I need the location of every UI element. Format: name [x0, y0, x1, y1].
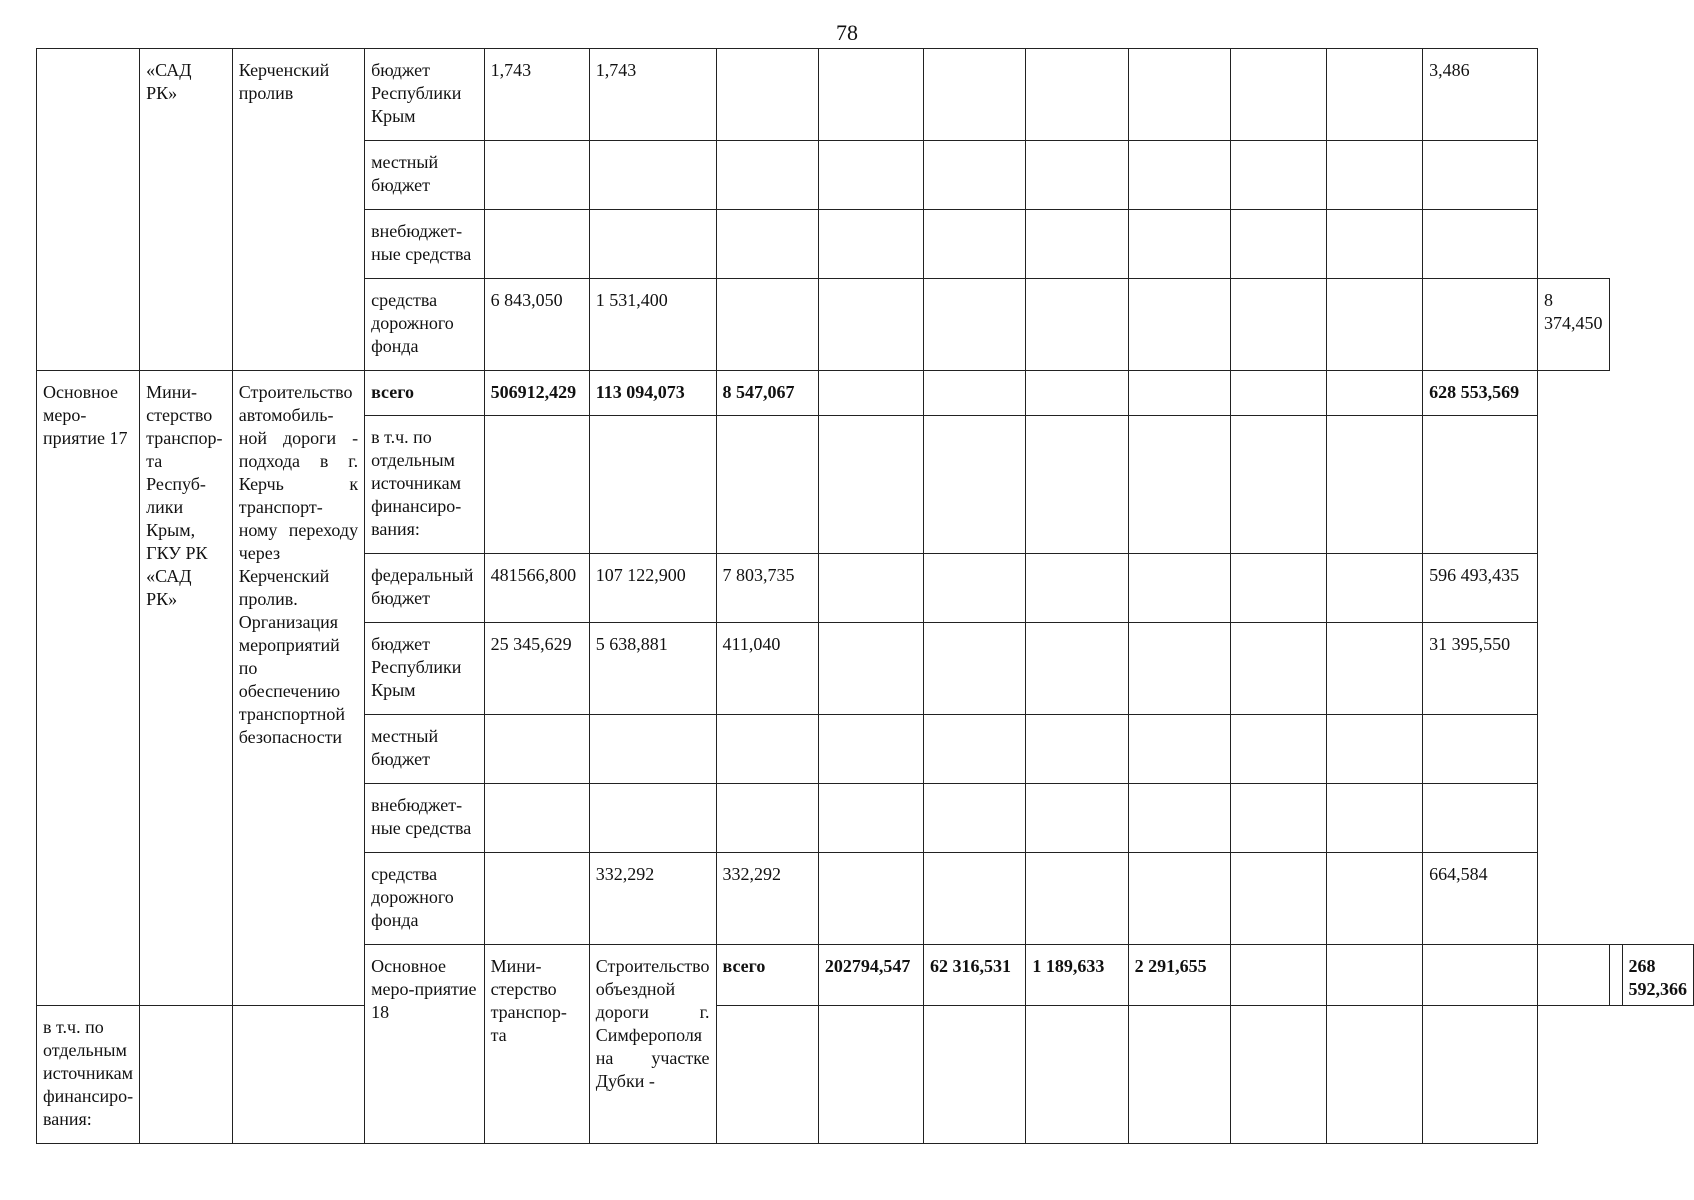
cell-value: 332,292: [716, 853, 818, 945]
cell-value: 506912,429: [484, 371, 589, 416]
cell-source: местный бюджет: [365, 715, 484, 784]
cell-source: средства дорожного фонда: [365, 853, 484, 945]
table-row: [37, 1006, 1694, 1144]
cell-executor: Мини-стерство транспор-та Респуб-лики Крым, ГКУ РК «САД РК»: [140, 371, 233, 1006]
cell-value: 202794,547: [818, 945, 923, 1006]
table-row: [37, 49, 1694, 141]
cell-source: внебюджет-ные средства: [365, 784, 484, 853]
cell-value: 2 291,655: [1128, 945, 1230, 1006]
cell-value: 1,743: [589, 49, 716, 141]
cell-total: 664,584: [1423, 853, 1538, 945]
cell-source: бюджет Республики Крым: [365, 623, 484, 715]
cell-total: 628 553,569: [1423, 371, 1538, 416]
cell-total: 3,486: [1423, 49, 1538, 141]
financing-table: [36, 48, 1694, 1144]
cell-value: 1,743: [484, 49, 589, 141]
cell-value: 5 638,881: [589, 623, 716, 715]
cell-total: 8 374,450: [1538, 279, 1610, 371]
cell-source: всего: [716, 945, 818, 1006]
page-number: 78: [836, 20, 858, 45]
cell-value: 1 531,400: [589, 279, 716, 371]
cell-executor: Мини-стерство транспор-та: [484, 945, 589, 1144]
cell-total: 596 493,435: [1423, 554, 1538, 623]
cell-source: бюджет Республики Крым: [365, 49, 484, 141]
cell-source: всего: [365, 371, 484, 416]
cell-value: 62 316,531: [924, 945, 1026, 1006]
cell-value: 8 547,067: [716, 371, 818, 416]
cell-object: Керченский пролив: [232, 49, 364, 371]
cell-source: местный бюджет: [365, 141, 484, 210]
cell-value: 113 094,073: [589, 371, 716, 416]
table-row: [37, 371, 1694, 416]
cell-source: в т.ч. по отдельным источникам финансиро-вания:: [37, 1006, 140, 1144]
cell-value: 107 122,900: [589, 554, 716, 623]
cell-source: в т.ч. по отдельным источникам финансиро-вания:: [365, 416, 484, 554]
cell-value: 1 189,633: [1026, 945, 1128, 1006]
cell-object: Строительство автомобиль-ной дороги - подхода в г. Керчь к транспорт-ному переходу через Керченский пролив. Организация мероприятий по обеспечению транспортной безопасности: [232, 371, 364, 1006]
cell-source: средства дорожного фонда: [365, 279, 484, 371]
cell-value: 411,040: [716, 623, 818, 715]
cell-executor: «САД РК»: [140, 49, 233, 371]
cell-object: Строительство объездной дороги г. Симферополя на участке Дубки -: [589, 945, 716, 1144]
cell-measure-empty: [37, 49, 140, 371]
cell-value: 481566,800: [484, 554, 589, 623]
cell-value: 25 345,629: [484, 623, 589, 715]
cell-source: внебюджет-ные средства: [365, 210, 484, 279]
cell-measure-title: Основное меро-приятие 18: [365, 945, 484, 1144]
cell-value: 7 803,735: [716, 554, 818, 623]
cell-value: 6 843,050: [484, 279, 589, 371]
cell-total: 268 592,366: [1622, 945, 1694, 1006]
cell-value: 332,292: [589, 853, 716, 945]
cell-total: 31 395,550: [1423, 623, 1538, 715]
cell-source: федеральный бюджет: [365, 554, 484, 623]
cell-measure-title: Основное меро-приятие 17: [37, 371, 140, 1006]
